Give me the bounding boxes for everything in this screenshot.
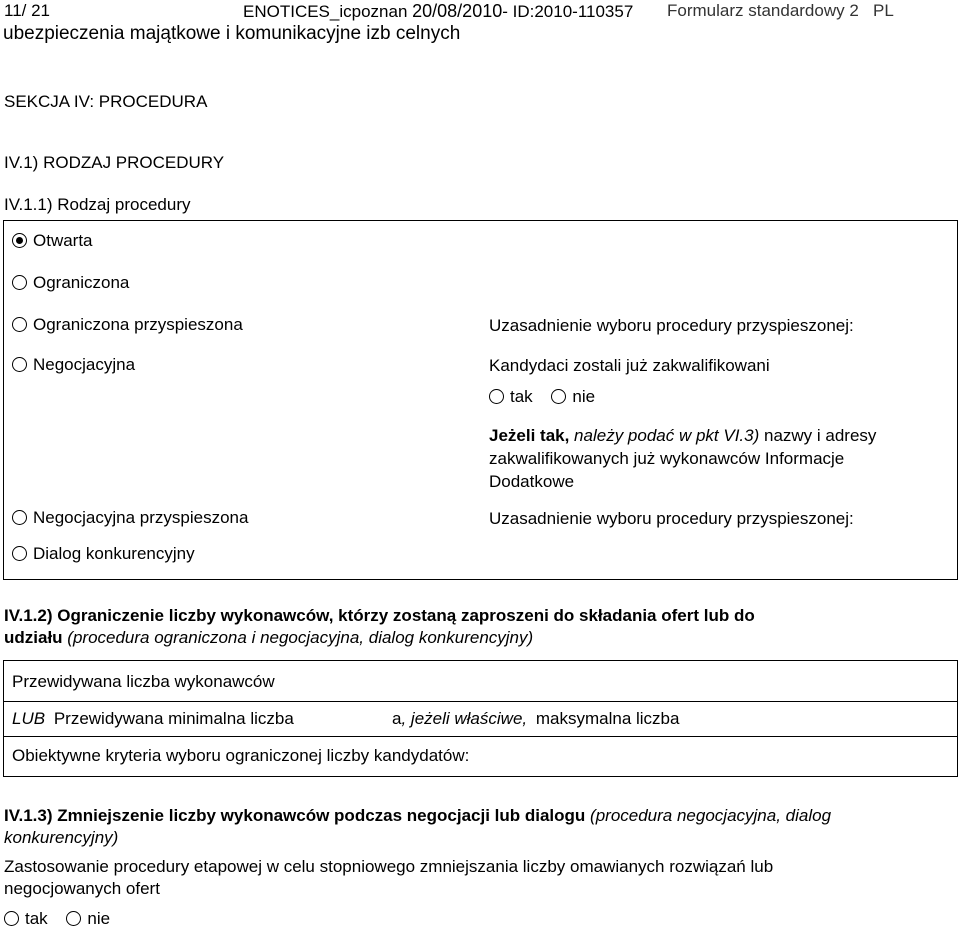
iv112-heading-bold2: udziału: [4, 628, 63, 647]
radio-dialog[interactable]: [12, 544, 195, 564]
przewidywana-label: Przewidywana liczba wykonawców: [12, 672, 275, 691]
min-liczba-label: Przewidywana minimalna liczba: [53, 709, 294, 728]
radio-negocjacyjna-przyspieszona[interactable]: [12, 508, 248, 528]
radio-kandydaci-tak[interactable]: [489, 387, 533, 406]
jezeli-note-line3: Dodatkowe: [489, 472, 575, 491]
max-row: [392, 709, 679, 729]
radio-etapowa-tak[interactable]: [4, 909, 48, 928]
jezeli-note-bold: Jeżeli tak,: [489, 426, 570, 445]
radio-empty-icon[interactable]: [489, 389, 504, 404]
radio-ograniczona-przyspieszona[interactable]: [12, 315, 243, 335]
jezeli-note-italic: należy podać w pkt VI.3): [569, 426, 760, 445]
etapowa-radio-group: [4, 909, 110, 929]
min-max-row: [12, 709, 294, 729]
radio-etapowa-nie[interactable]: [66, 909, 110, 928]
notice-prefix: ENOTICES_icpoznan: [243, 2, 413, 21]
radio-empty-icon[interactable]: [12, 357, 27, 372]
procedure-type-heading: IV.1.1) Rodzaj procedury: [4, 195, 191, 214]
radio-empty-icon[interactable]: [12, 317, 27, 332]
form-name: [667, 1, 894, 21]
notice-id: [243, 1, 633, 22]
iv113-heading-italic2: konkurencyjny): [4, 828, 119, 847]
radio-ograniczona-label: Ograniczona: [33, 273, 130, 292]
form-name-text: Formularz standardowy 2: [667, 1, 859, 20]
radio-kandydaci-tak-label: tak: [510, 387, 533, 406]
uzasadnienie-label-2: Uzasadnienie wyboru procedury przyspieszonej:: [489, 509, 854, 528]
radio-empty-icon[interactable]: [551, 389, 566, 404]
radio-ograniczona-przyspieszona-label: Ograniczona przyspieszona: [33, 315, 243, 334]
notice-date: 20/08/2010: [412, 1, 503, 21]
iv112-heading: [4, 605, 755, 649]
page-number: 11/ 21: [4, 1, 51, 20]
radio-etapowa-tak-label: tak: [25, 909, 48, 928]
iv113-heading-bold: IV.1.3) Zmniejszenie liczby wykonawców podczas negocjacji lub dialogu: [4, 806, 586, 825]
subsection-title: IV.1) RODZAJ PROCEDURY: [4, 153, 225, 172]
a-label: a: [392, 709, 402, 728]
language-code: PL: [872, 1, 894, 20]
radio-checked-icon[interactable]: [12, 233, 27, 248]
radio-etapowa-nie-label: nie: [87, 909, 111, 928]
radio-otwarta-label: Otwarta: [33, 231, 93, 250]
radio-empty-icon[interactable]: [66, 911, 81, 926]
max-liczba-label: maksymalna liczba: [535, 709, 680, 728]
radio-negocjacyjna[interactable]: [12, 355, 135, 375]
lub-label: LUB: [12, 709, 46, 728]
notice-number: - ID:2010-110357: [502, 2, 634, 21]
radio-negocjacyjna-przyspieszona-label: Negocjacyjna przyspieszona: [33, 508, 249, 527]
radio-dialog-label: Dialog konkurencyjny: [33, 544, 195, 563]
zastosowanie-line2: negocjowanych ofert: [4, 879, 160, 898]
iv112-heading-italic: (procedura ograniczona i negocjacyjna, dialog konkurencyjny): [62, 628, 534, 647]
iv112-heading-line1: IV.1.2) Ograniczenie liczby wykonawców, którzy zostaną zaproszeni do składania ofert lub do: [4, 606, 755, 625]
radio-kandydaci-nie-label: nie: [572, 387, 596, 406]
radio-otwarta[interactable]: [12, 231, 93, 251]
jezeli-note-line2: zakwalifikowanych już wykonawców Informacje: [489, 449, 845, 468]
jezeli-wlasciwe-label: , jeżeli właściwe,: [401, 709, 528, 728]
divider: [3, 701, 958, 702]
radio-kandydaci-nie[interactable]: [551, 387, 595, 406]
radio-ograniczona[interactable]: [12, 273, 129, 293]
divider: [3, 736, 958, 737]
iv113-heading-italic1: (procedura negocjacyjna, dialog: [585, 806, 832, 825]
zastosowanie-label: [4, 856, 773, 900]
radio-empty-icon[interactable]: [12, 546, 27, 561]
uzasadnienie-label-1: Uzasadnienie wyboru procedury przyspieszonej:: [489, 316, 854, 335]
zastosowanie-line1: Zastosowanie procedury etapowej w celu stopniowego zmniejszania liczby omawianych rozwiązań lub: [4, 857, 774, 876]
radio-negocjacyjna-label: Negocjacyjna: [33, 355, 136, 374]
section-title: SEKCJA IV: PROCEDURA: [4, 92, 208, 111]
kandydaci-label: Kandydaci zostali już zakwalifikowani: [489, 356, 770, 375]
radio-empty-icon[interactable]: [12, 275, 27, 290]
radio-empty-icon[interactable]: [4, 911, 19, 926]
iv113-heading: [4, 805, 831, 849]
kandydaci-radio-group: [489, 387, 595, 407]
kryteria-label: Obiektywne kryteria wyboru ograniczonej liczby kandydatów:: [12, 746, 470, 765]
jezeli-note: [489, 424, 876, 493]
jezeli-note-rest: nazwy i adresy: [759, 426, 877, 445]
document-subtitle: ubezpieczenia majątkowe i komunikacyjne izb celnych: [3, 23, 461, 44]
radio-empty-icon[interactable]: [12, 510, 27, 525]
